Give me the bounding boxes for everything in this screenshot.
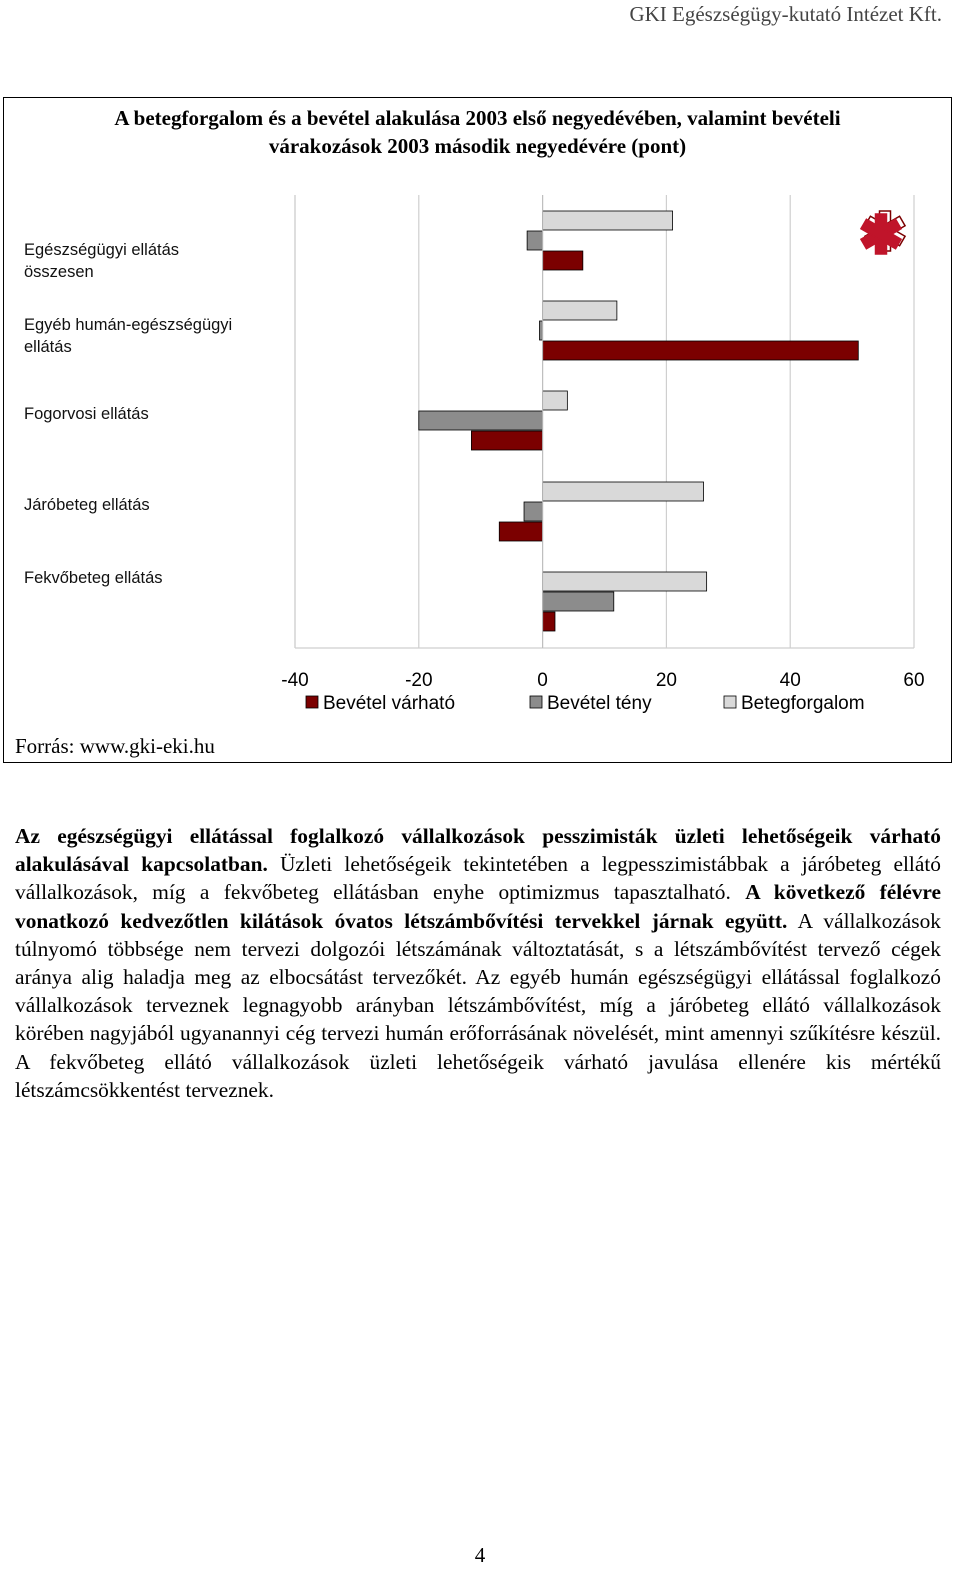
x-tick-label: -40 [281,670,309,691]
page-number: 4 [474,1543,486,1567]
x-tick-label: 40 [779,670,801,691]
x-tick-label: 0 [537,670,548,691]
bar [543,482,704,501]
paragraph-bold-2: A következő félévre vonatkozó kedvezőtlen kilátások óvatos létszámbővítési tervekkel járnak együtt. [15,880,941,933]
category-label: Egészségügyi ellátás [24,241,180,259]
legend-swatch [306,696,318,708]
legend-swatch [724,696,736,708]
legend-label: Betegforgalom [741,693,865,714]
category-label: összesen [24,263,94,281]
bar [527,231,542,250]
paragraph-text-1: Üzleti lehetőségeik tekintetében a legpesszimistábbak a járóbeteg ellátó vállalkozások, míg a fekvőbeteg ellátásban enyhe optimizmus tapasztalható. [15,852,941,905]
bar [543,251,583,270]
bar [543,391,568,410]
bar [543,592,614,611]
chart-title-line-2: várakozások 2003 második negyedévére (pont) [268,134,687,158]
x-tick-label: -20 [405,670,433,691]
legend-label: Bevétel tény [547,693,652,714]
source-note: Forrás: www.gki-eki.hu [15,734,215,758]
bar [543,572,707,591]
body-paragraph [15,822,941,1104]
bar [524,502,543,521]
chart-title-line-1: A betegforgalom és a bevétel alakulása 2003 első negyedévében, valamint bevételi [114,106,841,130]
paragraph-bold-1: Az egészségügyi ellátással foglalkozó vállalkozások pesszimisták üzleti lehetőségeik várható alakulásával kapcsolatban. [15,824,941,877]
bar [471,431,542,450]
bar-chart [4,98,951,762]
page-header: GKI Egészségügy-kutató Intézet Kft. [629,2,942,26]
category-label: Egyéb humán-egészségügyi [24,316,233,334]
category-label: Fogorvosi ellátás [24,405,149,423]
x-tick-label: 20 [655,670,677,691]
bar [499,522,542,541]
bar [419,411,543,430]
category-label: ellátás [24,338,72,356]
legend-swatch [530,696,542,708]
paragraph-text-2: A vállalkozások túlnyomó többsége nem tervezi dolgozói létszámának változtatását, s a létszámbővítést tervező cégek aránya alig haladja meg az elbocsátást tervezőkét. Az egyéb humán egészségügyi ellátással foglalkozó vállalkozások terveznek legnagyobb arányban létszámbővítést, míg a járóbeteg ellátó vállalkozások körében nagyjából ugyanannyi cég tervezi humán erőforrásának növelését, mint amennyi szűkítésre készül. A fekvőbeteg ellátó vállalkozások üzleti lehetőségeik várható javulása ellenére kis mértékű létszámcsökkentést terveznek. [15,908,942,1102]
bar [543,301,617,320]
bar [543,612,555,631]
bar [543,211,673,230]
figure-box [3,97,952,763]
category-label: Járóbeteg ellátás [24,496,150,514]
legend-label: Bevétel várható [323,693,456,714]
x-tick-label: 60 [903,670,925,691]
bar [543,341,859,360]
category-label: Fekvőbeteg ellátás [24,569,163,587]
